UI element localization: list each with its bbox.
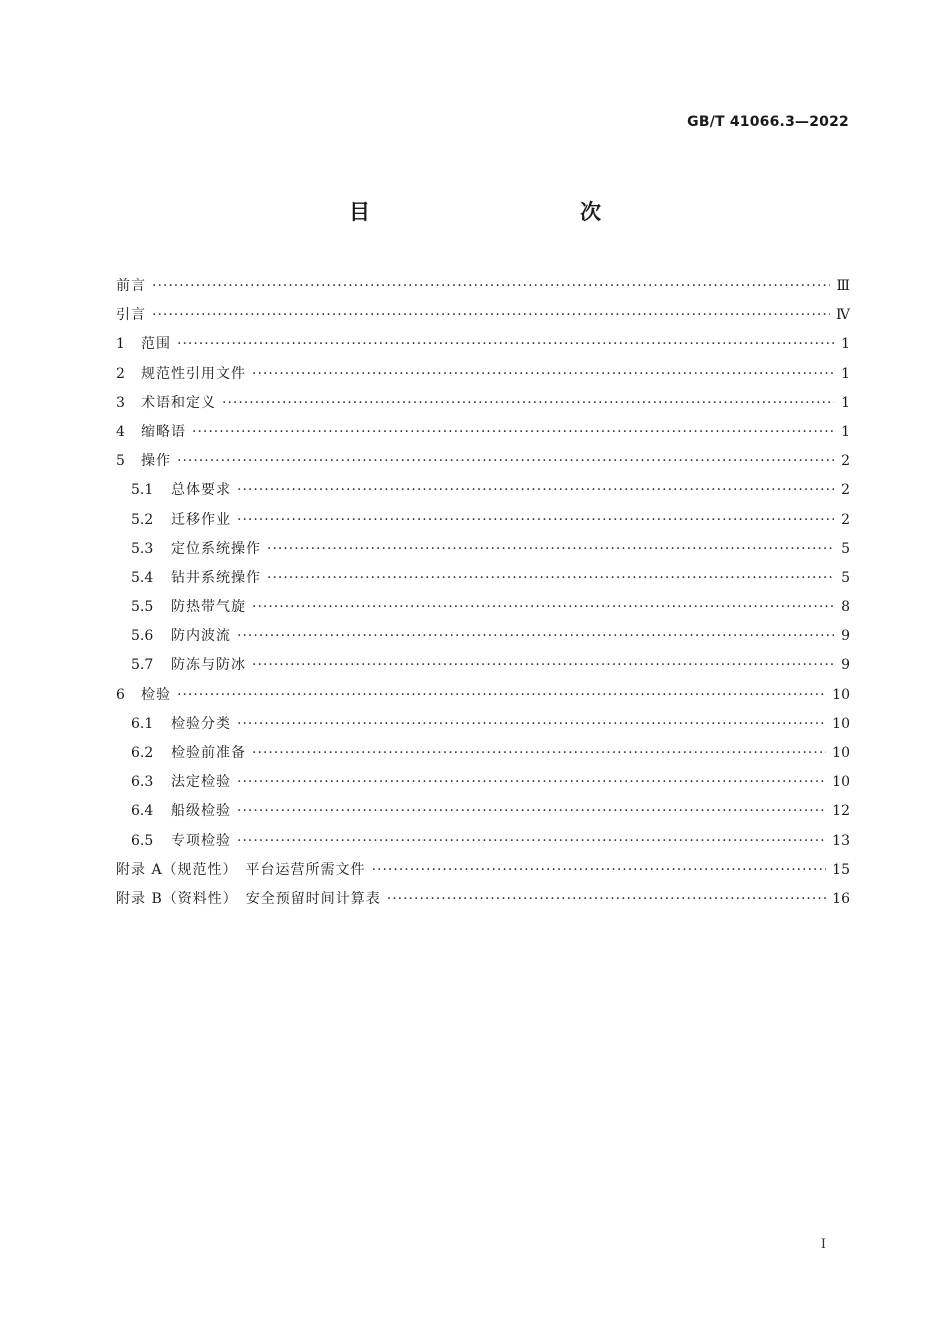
toc-leader-dots — [222, 389, 834, 418]
toc-entry-page: 2 — [841, 511, 850, 528]
toc-leader-dots — [387, 885, 826, 914]
toc-entry-title: 迁移作业 — [171, 511, 231, 528]
toc-leader-dots — [267, 535, 834, 564]
toc-entry-page: 9 — [841, 657, 850, 674]
toc-entry-label — [131, 593, 246, 622]
toc-entry[interactable] — [116, 360, 850, 389]
toc-entry-title: 防冻与防冰 — [171, 657, 246, 674]
toc-leader-dots — [237, 710, 826, 739]
toc-entry-label — [131, 476, 231, 505]
toc-entry-page: 10 — [832, 745, 850, 761]
toc-entry-label — [131, 506, 231, 535]
toc-entry-number: 5.3 — [131, 540, 154, 557]
toc-entry-page: Ⅲ — [836, 278, 850, 294]
toc-entry-label — [131, 797, 231, 826]
toc-entry[interactable] — [116, 506, 850, 535]
toc-leader-dots — [372, 856, 827, 885]
toc-entry[interactable] — [116, 651, 850, 680]
toc-entry-page: 5 — [841, 569, 850, 586]
toc-entry-page: 1 — [841, 336, 850, 353]
toc-entry-label — [116, 418, 186, 447]
toc-entry-number: 5.5 — [131, 599, 154, 616]
toc-entry-number: 5 — [116, 453, 125, 470]
toc-entry-title: 检验 — [141, 686, 171, 703]
toc-entry-label — [131, 564, 261, 593]
toc-entry-label — [131, 739, 246, 768]
toc-leader-dots — [152, 301, 830, 330]
toc-entry-number: 3 — [116, 394, 125, 411]
toc-entry-page: 10 — [832, 715, 850, 732]
toc-entry-page: 10 — [832, 774, 850, 791]
toc-entry-page: 1 — [841, 394, 850, 411]
toc-entry[interactable] — [116, 447, 850, 476]
toc-leader-dots — [252, 651, 834, 680]
toc-entry[interactable] — [116, 827, 850, 856]
toc-entry[interactable] — [116, 856, 850, 885]
toc-entry-label — [116, 301, 146, 330]
toc-entry-title: 附录 B（资料性） 安全预留时间计算表 — [116, 890, 381, 907]
toc-entry-title: 防热带气旋 — [171, 599, 246, 616]
toc-entry-number: 6.5 — [131, 832, 154, 849]
toc-leader-dots — [252, 593, 834, 622]
table-of-contents — [116, 272, 850, 914]
toc-entry-title: 法定检验 — [171, 774, 231, 791]
toc-entry-page: 1 — [841, 423, 850, 440]
toc-entry-title: 术语和定义 — [141, 394, 216, 411]
toc-entry-title: 定位系统操作 — [171, 540, 261, 557]
toc-entry[interactable] — [116, 476, 850, 505]
toc-entry[interactable] — [116, 622, 850, 651]
toc-entry-label — [131, 710, 231, 739]
toc-entry-label — [131, 535, 261, 564]
toc-entry-title: 前言 — [116, 278, 146, 294]
toc-entry-page: 9 — [841, 628, 850, 645]
toc-leader-dots — [252, 739, 826, 768]
toc-entry[interactable] — [116, 885, 850, 914]
toc-leader-dots — [237, 506, 834, 535]
toc-entry-page: 15 — [832, 861, 850, 878]
toc-entry-title: 缩略语 — [141, 423, 186, 440]
toc-entry-page: Ⅳ — [836, 307, 850, 324]
toc-leader-dots — [177, 330, 834, 359]
toc-entry-page: 2 — [841, 482, 850, 499]
toc-entry-title: 船级检验 — [171, 803, 231, 820]
toc-entry-number: 5.6 — [131, 628, 154, 645]
toc-entry-number: 6.3 — [131, 774, 154, 791]
toc-entry-title: 引言 — [116, 307, 146, 324]
toc-leader-dots — [237, 476, 834, 505]
toc-entry[interactable] — [116, 593, 850, 622]
toc-entry[interactable] — [116, 710, 850, 739]
toc-entry-page: 12 — [832, 803, 850, 820]
toc-entry-title: 范围 — [141, 336, 171, 353]
toc-entry-title: 检验前准备 — [171, 745, 246, 761]
toc-leader-dots — [177, 447, 834, 476]
toc-entry-page: 2 — [841, 453, 850, 470]
toc-entry-number: 2 — [116, 365, 125, 382]
toc-entry-number: 5.1 — [131, 482, 154, 499]
toc-entry-title: 规范性引用文件 — [141, 365, 246, 382]
toc-entry-number: 6 — [116, 686, 125, 703]
toc-leader-dots — [267, 564, 834, 593]
toc-entry-label — [131, 651, 246, 680]
toc-entry-number: 6.1 — [131, 715, 154, 732]
page-title: 目 次 — [349, 200, 657, 224]
toc-entry-label — [131, 768, 231, 797]
toc-entry-title: 检验分类 — [171, 715, 231, 732]
toc-entry-page: 8 — [841, 599, 850, 616]
toc-entry-number: 5.2 — [131, 511, 154, 528]
toc-entry-label — [116, 330, 171, 359]
toc-entry-number: 6.2 — [131, 745, 154, 761]
toc-entry[interactable] — [116, 739, 850, 768]
toc-entry-label — [116, 389, 216, 418]
toc-entry-title: 防内波流 — [171, 628, 231, 645]
toc-entry-label — [131, 622, 231, 651]
toc-entry-label — [131, 827, 231, 856]
toc-entry-page: 5 — [841, 540, 850, 557]
toc-entry[interactable] — [116, 564, 850, 593]
toc-leader-dots — [177, 681, 826, 710]
toc-entry[interactable] — [116, 535, 850, 564]
toc-entry[interactable] — [116, 418, 850, 447]
toc-entry-number: 6.4 — [131, 803, 154, 820]
toc-entry-label — [116, 272, 146, 301]
toc-entry-page: 13 — [832, 832, 850, 849]
toc-leader-dots — [252, 360, 834, 389]
toc-entry[interactable] — [116, 681, 850, 710]
toc-entry-label — [116, 885, 381, 914]
toc-entry-title: 附录 A（规范性） 平台运营所需文件 — [116, 861, 366, 878]
toc-leader-dots — [237, 797, 826, 826]
toc-entry-number: 1 — [116, 336, 125, 353]
standard-code: GB/T 41066.3—2022 — [687, 114, 849, 130]
toc-entry-page: 1 — [841, 365, 850, 382]
toc-leader-dots — [237, 622, 834, 651]
toc-entry-label — [116, 681, 171, 710]
toc-entry-title: 专项检验 — [171, 832, 231, 849]
toc-entry-number: 5.4 — [131, 569, 154, 586]
toc-entry[interactable] — [116, 389, 850, 418]
toc-leader-dots — [192, 418, 834, 447]
toc-entry-number: 5.7 — [131, 657, 154, 674]
toc-entry-title: 操作 — [141, 453, 171, 470]
toc-entry[interactable] — [116, 272, 850, 301]
toc-entry-number: 4 — [116, 423, 125, 440]
toc-entry[interactable] — [116, 797, 850, 826]
toc-entry-page: 16 — [832, 890, 850, 907]
toc-entry[interactable] — [116, 768, 850, 797]
toc-entry-title: 总体要求 — [171, 482, 231, 499]
toc-leader-dots — [237, 768, 826, 797]
toc-leader-dots — [152, 272, 830, 301]
toc-entry-label — [116, 360, 246, 389]
toc-entry-title: 钻井系统操作 — [171, 569, 261, 586]
toc-entry-page: 10 — [832, 686, 850, 703]
toc-entry[interactable] — [116, 301, 850, 330]
toc-entry-label — [116, 856, 366, 885]
toc-leader-dots — [237, 827, 826, 856]
toc-entry[interactable] — [116, 330, 850, 359]
page-number: Ⅰ — [820, 1237, 826, 1252]
toc-entry-label — [116, 447, 171, 476]
